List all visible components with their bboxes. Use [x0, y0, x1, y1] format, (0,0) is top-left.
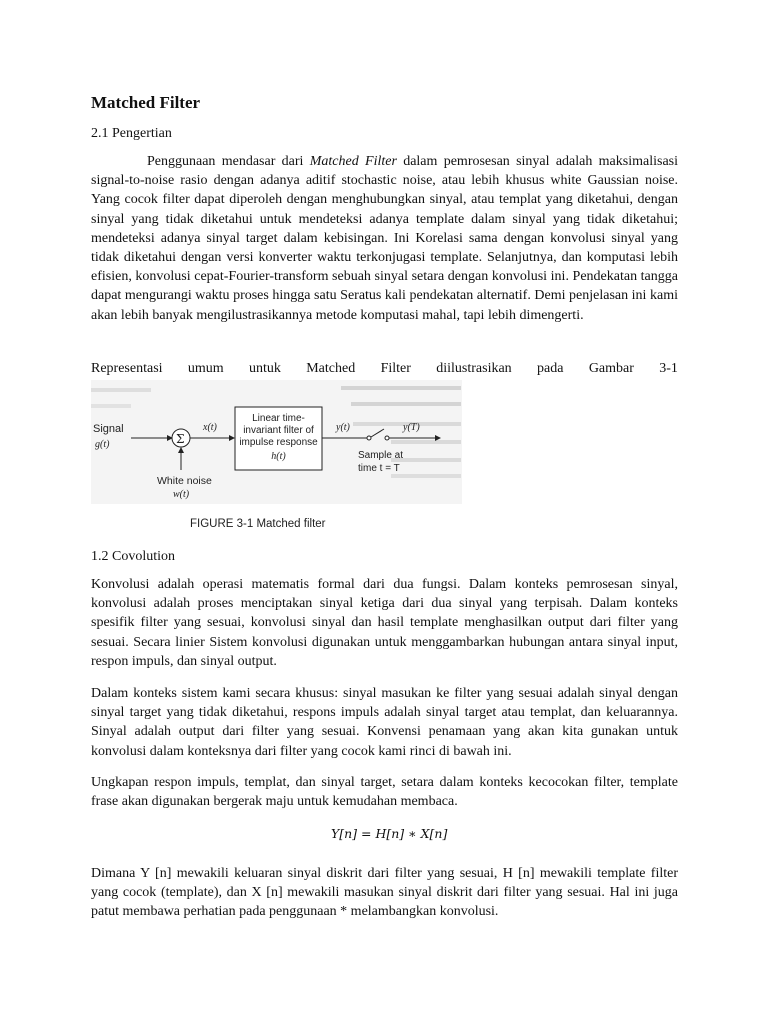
rep-word: diilustrasikan: [436, 361, 512, 376]
paragraph-pengertian-start: Penggunaan mendasar dari: [147, 154, 310, 169]
sum-symbol: Σ: [176, 432, 185, 446]
filter-label-line3: impulse response: [239, 437, 318, 448]
white-noise-label: White noise: [157, 475, 212, 487]
paragraph-naming: Ungkapan respon impuls, templat, dan sinyal target, setara dalam konteks kecocokan filter, template frase akan digunakan bergerak maju untuk kemudahan membaca.: [91, 775, 678, 810]
noise-var: w(t): [173, 489, 190, 500]
x-signal-arrowhead: [229, 435, 235, 441]
paragraph-system-context: Dalam konteks sistem kami secara khusus: sinyal masukan ke filter yang sesuai adalah sinyal dengan sinyal target yang tidak diketahui, respons impuls adalah sinyal target atau templat, dan keluarannya. Sinyal adalah output dari filter yang sesuai. Konvensi penamaan yang akan kita gunakan untuk konvolusi dalam konteksnya dari filter yang cocok kami rinci di bawah ini.: [91, 686, 678, 759]
paragraph-pengertian-rest: dalam pemrosesan sinyal adalah maksimalisasi signal-to-noise rasio dengan adanya aditif stochastic noise, atau lebih khusus white Gaussian noise. Yang cocok filter dapat diperoleh dengan menghubungkan sinyal, atau templat yang diketahui, dengan sinyal yang tidak diketahui untuk mendeteksi adanya template dalam sinyal yang tidak diketahui; mendeteksi adanya sinyal target dalam kebisingan. Ini Korelasi sama dengan konvolusi sinyal yang tidak diketahui dengan versi konverter waktu terkonjugasi template. Selanjutnya, dan komputasi lebih efisien, konvolusi cepat-Fourier-transform sebuah sinyal setara dengan konvolusi ini. Pendekatan tangga dapat mengurangi waktu proses hingga satu Seratus kali pendekatan alternatif. Demi penjelasan ini kami akan lebih banyak mengilustrasikannya metode komputasi mahal, tapi lebih dimengerti.: [91, 154, 678, 323]
rep-word: Matched: [306, 361, 356, 376]
block-diagram: [91, 380, 462, 504]
y-sampled-label: y(T): [403, 422, 420, 433]
paragraph-convolution-definition: Konvolusi adalah operasi matematis formal dari dua fungsi. Dalam konteks pemrosesan sinyal, konvolusi adalah proses menciptakan sinyal ketiga dari dua sinyal yang terpisah. Dalam konteks spesifik filter yang sesuai, konvolusi sinyal dan hasil template menghasilkan output dari filter yang sesuai. Secara linier Sistem konvolusi digunakan untuk menggambarkan hubungan antara sinyal input, respon impuls, dan sinyal output.: [91, 577, 678, 669]
switch-contact-right: [385, 436, 389, 440]
signal-var: g(t): [95, 439, 110, 450]
paragraph-equation-explanation: Dimana Y [n] mewakili keluaran sinyal diskrit dari filter yang sesuai, H [n] mewakili template filter yang cocok (template), dan X [n] mewakili masukan sinyal diskrit dari filter yang sesuai. Hal ini juga patut membawa perhatian pada penggunaan * melambangkan konvolusi.: [91, 866, 678, 920]
switch-contact-left: [367, 436, 371, 440]
sampling-switch: [371, 429, 384, 437]
section-heading-pengertian: 2.1 Pengertian: [91, 126, 172, 141]
rep-word: untuk: [249, 361, 281, 376]
x-label: x(t): [203, 422, 217, 433]
rep-word: Filter: [380, 361, 411, 376]
convolution-equation: Y[n] = H[n] ∗ X[n]: [331, 826, 448, 841]
section-heading-convolution: 1.2 Covolution: [91, 549, 176, 564]
representation-line: [91, 360, 678, 378]
rep-word: umum: [187, 361, 224, 376]
filter-label-line1: Linear time-: [252, 413, 305, 424]
rep-word: Gambar: [588, 361, 634, 376]
sample-label-line2: time t = T: [358, 463, 400, 474]
matched-filter-term: Matched Filter: [309, 154, 397, 169]
rep-word: pada: [537, 361, 564, 376]
y-label: y(t): [336, 422, 350, 433]
noise-arrowhead: [178, 447, 184, 453]
filter-var: h(t): [271, 451, 286, 462]
rep-word: Representasi: [91, 361, 163, 376]
document-title: Matched Filter: [91, 93, 201, 112]
figure-caption: FIGURE 3-1 Matched filter: [190, 518, 326, 530]
filter-label-line2: invariant filter of: [243, 425, 314, 436]
paragraph-pengertian: [91, 152, 678, 325]
sample-label-line1: Sample at: [358, 450, 404, 461]
signal-label: Signal: [93, 423, 124, 435]
rep-word: 3-1: [659, 361, 678, 376]
matched-filter-figure: [91, 380, 462, 504]
